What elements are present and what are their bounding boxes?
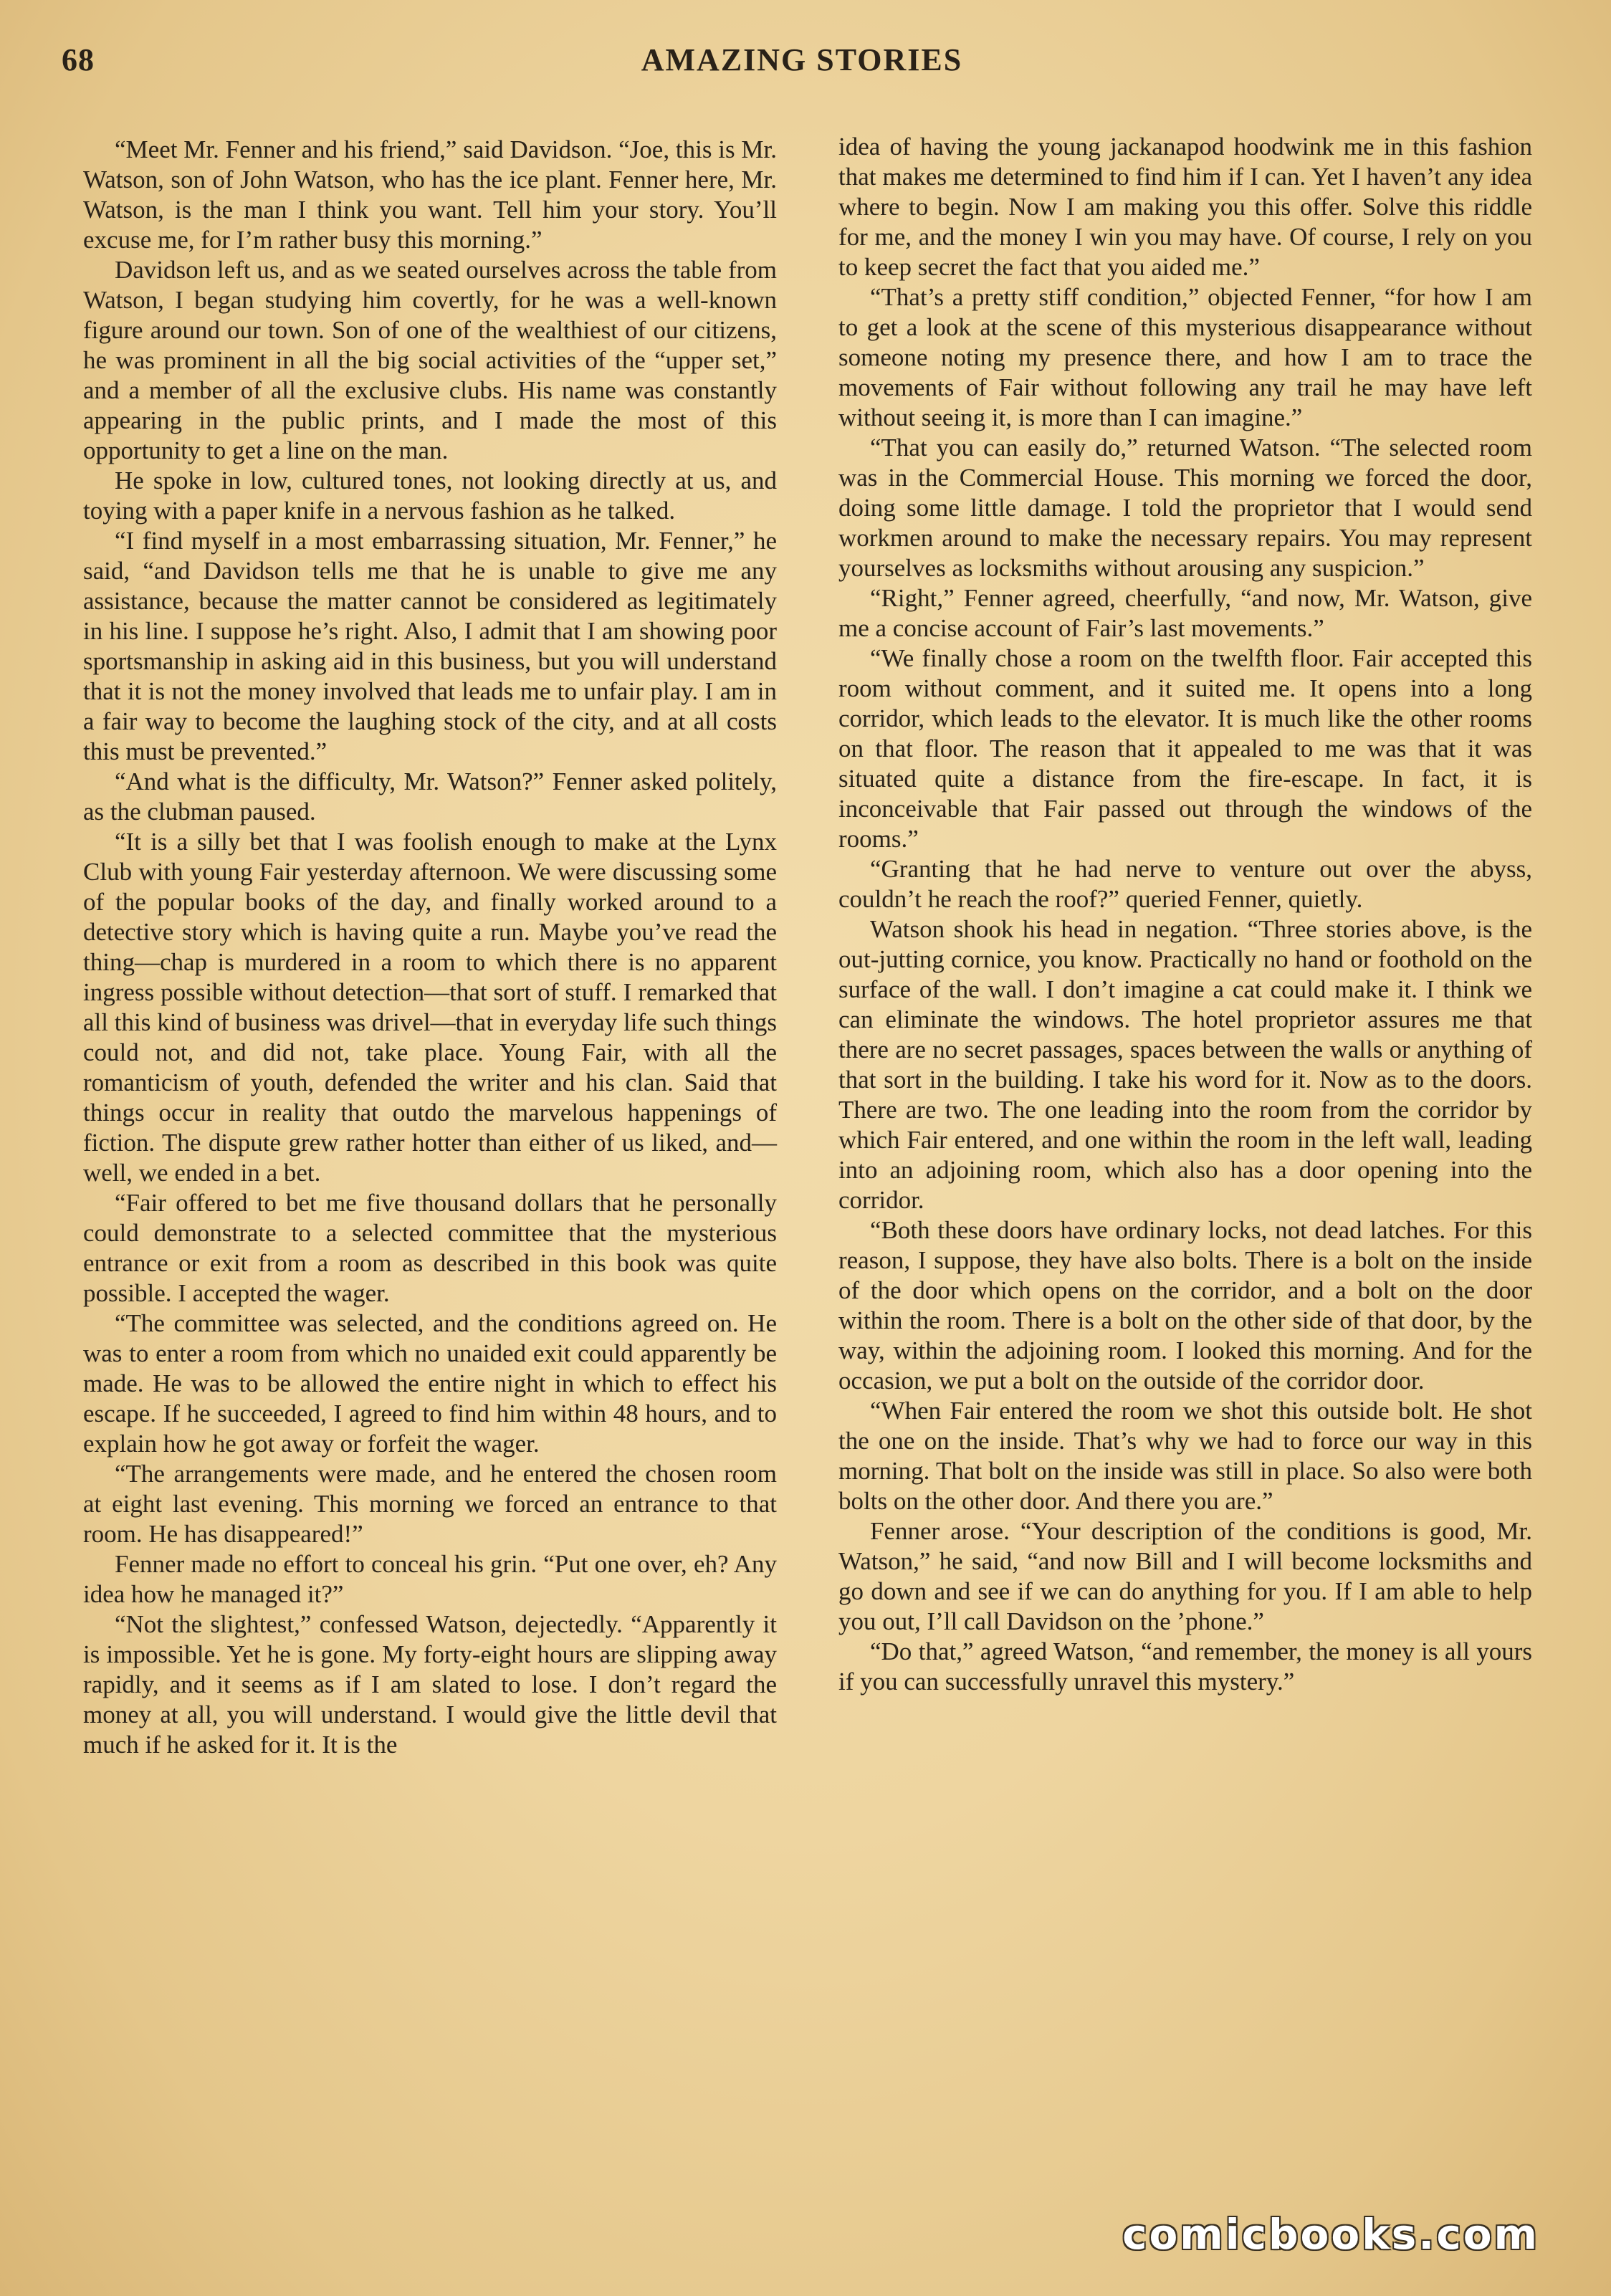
paragraph: “We finally chose a room on the twelfth floor. Fair accepted this room without comment, and it suited me. It opens into a long corridor, which leads to the elevator. It is much like the other rooms on that floor. The reason that it appealed to me was that it was situated quite a distance from the fire-escape. In fact, it is inconceivable that Fair passed out through the windows of the rooms.” [838, 644, 1532, 853]
paragraph: “Right,” Fenner agreed, cheerfully, “and now, Mr. Watson, give me a concise account of Fair’s last movements.” [838, 584, 1532, 642]
paragraph: Watson shook his head in negation. “Three stories above, is the out-jutting cornice, you know. Practically no hand or foothold on the surface of the wall. I don’t imagine a cat could make it. I think we can eliminate the windows. The hotel proprietor assures me that there are no secret passages, spaces between the walls or anything of that sort in the building. I take his word for it. Now as to the doors. There are two. The one leading into the room from the corridor by which Fair entered, and one within the room in the left wall, leading into an adjoining room, which also has a door opening into the corridor. [838, 915, 1532, 1214]
page-header [62, 42, 1542, 85]
running-head: AMAZING STORIES [641, 42, 963, 77]
paragraph: Fenner arose. “Your description of the conditions is good, Mr. Watson,” he said, “and now Bill and I will become locksmiths and go down and see if we can do anything for you. If I am able to help you out, I’ll call Davidson on the ’phone.” [838, 1517, 1532, 1635]
paragraph: He spoke in low, cultured tones, not looking directly at us, and toying with a paper knife in a nervous fashion as he talked. [83, 467, 777, 525]
paragraph: “I find myself in a most embarrassing situation, Mr. Fenner,” he said, “and Davidson tells me that he is unable to give me any assistance, because the matter cannot be considered as legitimately in his line. I suppose he’s right. Also, I admit that I am showing poor sportsmanship in asking aid in this business, but you will understand that it is not the money involved that leads me to unfair play. I am in a fair way to become the laughing stock of the city, and at all costs this must be prevented.” [83, 527, 777, 765]
paragraph: “Granting that he had nerve to venture out over the abyss, couldn’t he reach the roof?” queried Fenner, quietly. [838, 855, 1532, 913]
paragraph: idea of having the young jackanapod hoodwink me in this fashion that makes me determined to find him if I can. Yet I haven’t any idea where to begin. Now I am making you this offer. Solve this riddle for me, and the money I win you may have. Of course, I rely on you to keep secret the fact that you aided me.” [838, 133, 1532, 281]
paragraph: “The committee was selected, and the conditions agreed on. He was to enter a room from which no unaided exit could apparently be made. He was to be allowed the entire night in which to effect his escape. If he succeeded, I agreed to find him within 48 hours, and to explain how he got away or forfeit the wager. [83, 1309, 777, 1458]
paragraph: “That you can easily do,” returned Watson. “The selected room was in the Commercial House. This morning we forced the door, doing some little damage. I told the proprietor that I would send workmen around to make the necessary repairs. You may represent yourselves as locksmiths without arousing any suspicion.” [838, 434, 1532, 582]
paragraph: “When Fair entered the room we shot this outside bolt. He shot the one on the inside. That’s why we had to force our way in this morning. That bolt on the inside was still in place. So also were both bolts on the other door. And there you are.” [838, 1397, 1532, 1515]
paragraph: “Do that,” agreed Watson, “and remember, the money is all yours if you can successfully unravel this mystery.” [838, 1637, 1532, 1695]
right-column [838, 132, 1532, 1697]
paragraph: “And what is the difficulty, Mr. Watson?” Fenner asked politely, as the clubman paused. [83, 767, 777, 826]
paragraph: “Meet Mr. Fenner and his friend,” said Davidson. “Joe, this is Mr. Watson, son of John Watson, who has the ice plant. Fenner here, Mr. Watson, is the man I think you want. Tell him your story. You’ll excuse me, for I’m rather busy this morning.” [83, 135, 777, 254]
paragraph: “That’s a pretty stiff condition,” objected Fenner, “for how I am to get a look at the scene of this mysterious disappearance without someone noting my presence there, and how I am to trace the movements of Fair without following any trail he may have left without seeing it, is more than I can imagine.” [838, 283, 1532, 431]
paragraph: “It is a silly bet that I was foolish enough to make at the Lynx Club with young Fair yesterday afternoon. We were discussing some of the popular books of the day, and finally worked around to a detective story which is having quite a run. Maybe you’ve read the thing—chap is murdered in a room to which there is no apparent ingress possible without detection—that sort of stuff. I remarked that all this kind of business was drivel—that in everyday life such things could not, and did not, take place. Young Fair, with all the romanticism of youth, defended the writer and his clan. Said that things occur in reality that outdo the marvelous happenings of fiction. The dispute grew rather hotter than either of us liked, and—well, we ended in a bet. [83, 828, 777, 1187]
left-column [83, 135, 777, 1760]
paragraph: “The arrangements were made, and he entered the chosen room at eight last evening. This morning we forced an entrance to that room. He has disappeared!” [83, 1460, 777, 1548]
paragraph: Fenner made no effort to conceal his grin. “Put one over, eh? Any idea how he managed it?” [83, 1550, 777, 1608]
paragraph: Davidson left us, and as we seated ourselves across the table from Watson, I began studying him covertly, for he was a well-known figure around our town. Son of one of the wealthiest of our citizens, he was prominent in all the big social activities of the “upper set,” and a member of all the exclusive clubs. His name was constantly appearing in the public prints, and I made the most of this opportunity to get a line on the man. [83, 256, 777, 464]
paragraph: “Fair offered to bet me five thousand dollars that he personally could demonstrate to a selected committee that the mysterious entrance or exit from a room as described in this book was quite possible. I accepted the wager. [83, 1189, 777, 1307]
watermark: comicbooks.com [1122, 2210, 1539, 2259]
paragraph: “Both these doors have ordinary locks, not dead latches. For this reason, I suppose, they have also bolts. There is a bolt on the inside of the door which opens on the corridor, and a bolt on the door within the room. There is a bolt on the other side of that door, by the way, within the adjoining room. I looked this morning. And for the occasion, we put a bolt on the outside of the corridor door. [838, 1216, 1532, 1395]
page-number: 68 [62, 42, 95, 77]
paragraph: “Not the slightest,” confessed Watson, dejectedly. “Apparently it is impossible. Yet he is gone. My forty-eight hours are slipping away rapidly, and it seems as if I am slated to lose. I don’t regard the money at all, you will understand. I would give the little devil that much if he asked for it. It is the [83, 1610, 777, 1759]
